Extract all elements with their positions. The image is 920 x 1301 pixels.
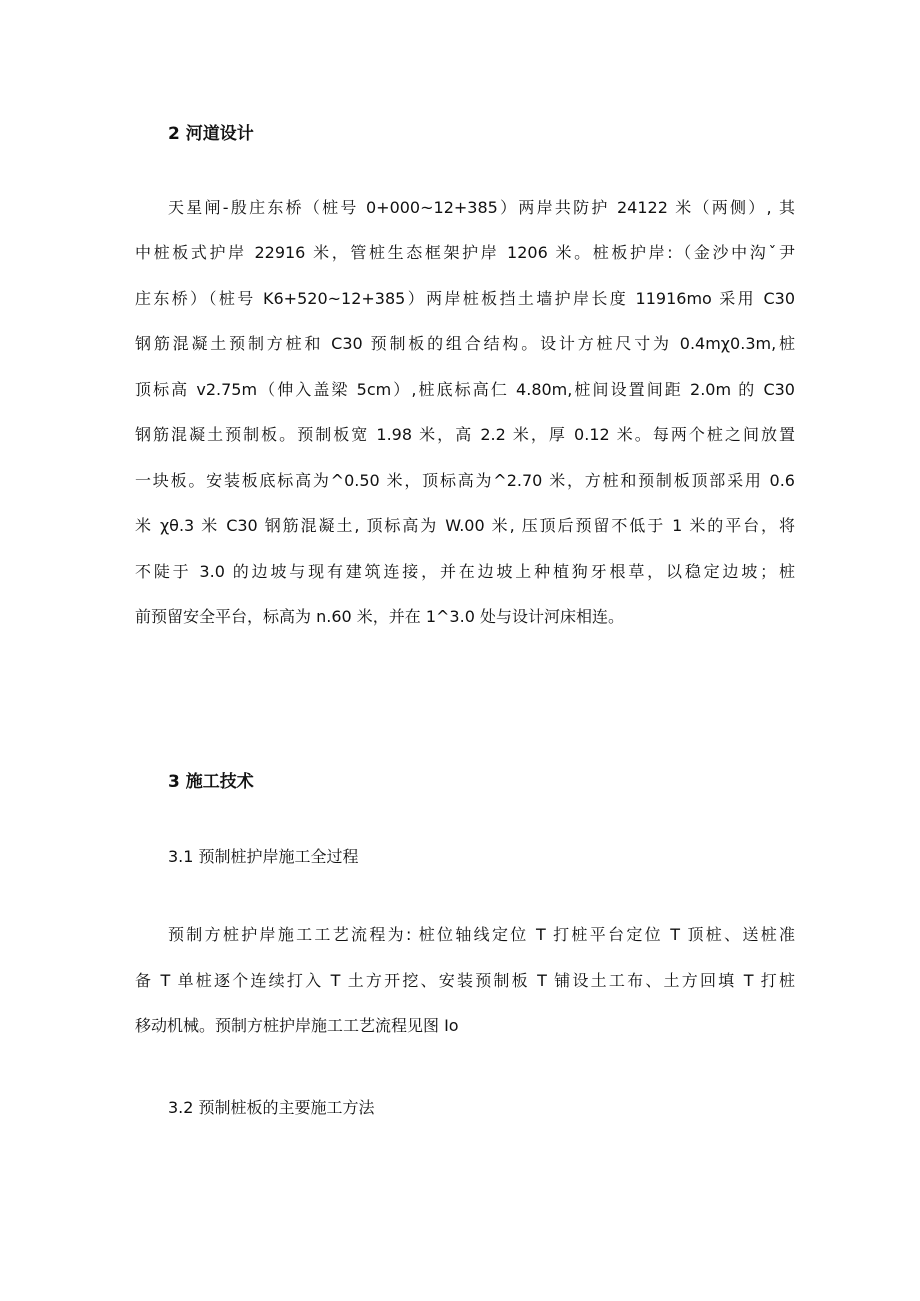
section-heading-construction-tech: 3 施工技术: [168, 772, 254, 792]
section-heading-river-design: 2 河道设计: [168, 124, 254, 144]
paragraph-line: 备 T 单桩逐个连续打入 T 土方开挖、安装预制板 T 铺设土工布、土方回填 T 打桩: [135, 971, 795, 990]
paragraph-line: 不陡于 3.0 的边坡与现有建筑连接，并在边坡上种植狗牙根草，以稳定边坡；桩: [135, 562, 795, 581]
paragraph-line: 中桩板式护岸 22916 米，管桩生态框架护岸 1206 米。桩板护岸:（金沙中沟ˇ尹: [135, 243, 795, 262]
paragraph-line: 一块板。安装板底标高为^0.50 米，顶标高为^2.70 米，方桩和预制板顶部采用 0.6: [135, 471, 795, 490]
paragraph-line: 米 χθ.3 米 C30 钢筋混凝土, 顶标高为 W.00 米, 压顶后预留不低于 1 米的平台，将: [135, 516, 795, 535]
subsection-heading-3-2: 3.2 预制桩板的主要施工方法: [168, 1098, 375, 1117]
paragraph-line: 顶标高 v2.75m（伸入盖梁 5cm）,桩底标高仁 4.80m,桩间设置间距 2.0m 的 C30: [135, 380, 795, 399]
paragraph-line: 前预留安全平台，标高为 n.60 米，并在 1^3.0 处与设计河床相连。: [135, 607, 624, 626]
paragraph-line: 庄东桥）（桩号 K6+520~12+385）两岸桩板挡土墙护岸长度 11916mo 采用 C30: [135, 289, 795, 308]
paragraph-line: 钢筋混凝土预制板。预制板宽 1.98 米，高 2.2 米，厚 0.12 米。每两个桩之间放置: [135, 425, 795, 444]
subsection-heading-3-1: 3.1 预制桩护岸施工全过程: [168, 847, 359, 866]
paragraph-line: 预制方桩护岸施工工艺流程为: 桩位轴线定位 T 打桩平台定位 T 顶桩、送桩准: [168, 925, 795, 944]
paragraph-line: 钢筋混凝土预制方桩和 C30 预制板的组合结构。设计方桩尺寸为 0.4mχ0.3m,桩: [135, 334, 795, 353]
paragraph-line: 天星闸-殷庄东桥（桩号 0+000~12+385）两岸共防护 24122 米（两侧）, 其: [168, 198, 795, 217]
paragraph-line: 移动机械。预制方桩护岸施工工艺流程见图 Io: [135, 1016, 459, 1035]
